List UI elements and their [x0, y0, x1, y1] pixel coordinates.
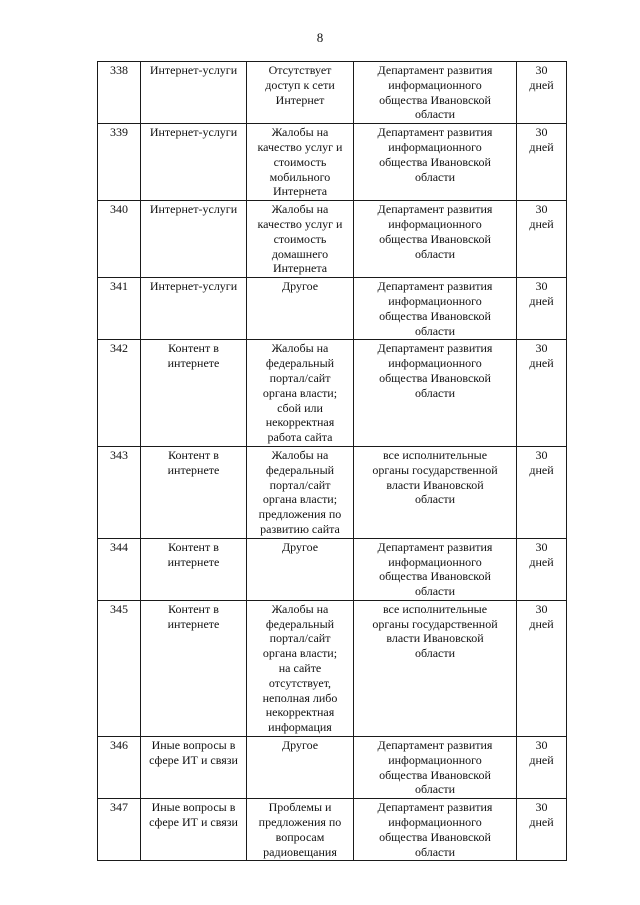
row-number: 338 [98, 62, 141, 124]
table-row [98, 201, 567, 278]
table-row [98, 340, 567, 447]
row-category: Контент в интернете [141, 600, 247, 736]
row-department: Департамент развития информационного общества Ивановской области [354, 737, 517, 799]
row-number: 344 [98, 538, 141, 600]
row-term: 30 дней [517, 201, 567, 278]
row-category: Контент в интернете [141, 538, 247, 600]
row-category: Контент в интернете [141, 340, 247, 447]
table-row [98, 600, 567, 736]
table-row [98, 737, 567, 799]
row-category: Иные вопросы в сфере ИТ и связи [141, 799, 247, 861]
row-department: Департамент развития информационного общества Ивановской области [354, 799, 517, 861]
row-category: Интернет-услуги [141, 201, 247, 278]
row-number: 346 [98, 737, 141, 799]
row-category: Интернет-услуги [141, 62, 247, 124]
row-term: 30 дней [517, 278, 567, 340]
row-number: 343 [98, 446, 141, 538]
row-subject: Жалобы на федеральный портал/сайт органа власти; на сайте отсутствует, неполная либо некорректная информация [247, 600, 354, 736]
table-row [98, 62, 567, 124]
table-row [98, 124, 567, 201]
row-department: Департамент развития информационного общества Ивановской области [354, 340, 517, 447]
table-row [98, 538, 567, 600]
row-subject: Жалобы на качество услуг и стоимость мобильного Интернета [247, 124, 354, 201]
row-term: 30 дней [517, 62, 567, 124]
row-number: 342 [98, 340, 141, 447]
row-term: 30 дней [517, 446, 567, 538]
row-term: 30 дней [517, 538, 567, 600]
table-row [98, 799, 567, 861]
row-subject: Проблемы и предложения по вопросам радиовещания [247, 799, 354, 861]
appeals-table [97, 61, 567, 861]
row-term: 30 дней [517, 799, 567, 861]
row-term: 30 дней [517, 124, 567, 201]
row-department: все исполнительные органы государственной власти Ивановской области [354, 600, 517, 736]
row-department: все исполнительные органы государственной власти Ивановской области [354, 446, 517, 538]
row-subject: Другое [247, 737, 354, 799]
row-subject: Жалобы на качество услуг и стоимость домашнего Интернета [247, 201, 354, 278]
table-row [98, 278, 567, 340]
row-term: 30 дней [517, 600, 567, 736]
row-number: 339 [98, 124, 141, 201]
row-subject: Жалобы на федеральный портал/сайт органа власти; сбой или некорректная работа сайта [247, 340, 354, 447]
page-number: 8 [316, 30, 324, 45]
row-number: 345 [98, 600, 141, 736]
row-department: Департамент развития информационного общества Ивановской области [354, 62, 517, 124]
row-number: 347 [98, 799, 141, 861]
row-subject: Отсутствует доступ к сети Интернет [247, 62, 354, 124]
row-department: Департамент развития информационного общества Ивановской области [354, 124, 517, 201]
row-category: Контент в интернете [141, 446, 247, 538]
row-term: 30 дней [517, 340, 567, 447]
row-category: Интернет-услуги [141, 278, 247, 340]
row-category: Иные вопросы в сфере ИТ и связи [141, 737, 247, 799]
row-number: 341 [98, 278, 141, 340]
row-term: 30 дней [517, 737, 567, 799]
table-row [98, 446, 567, 538]
row-department: Департамент развития информационного общества Ивановской области [354, 278, 517, 340]
row-department: Департамент развития информационного общества Ивановской области [354, 538, 517, 600]
row-subject: Другое [247, 278, 354, 340]
row-department: Департамент развития информационного общества Ивановской области [354, 201, 517, 278]
row-category: Интернет-услуги [141, 124, 247, 201]
row-number: 340 [98, 201, 141, 278]
row-subject: Другое [247, 538, 354, 600]
row-subject: Жалобы на федеральный портал/сайт органа власти; предложения по развитию сайта [247, 446, 354, 538]
